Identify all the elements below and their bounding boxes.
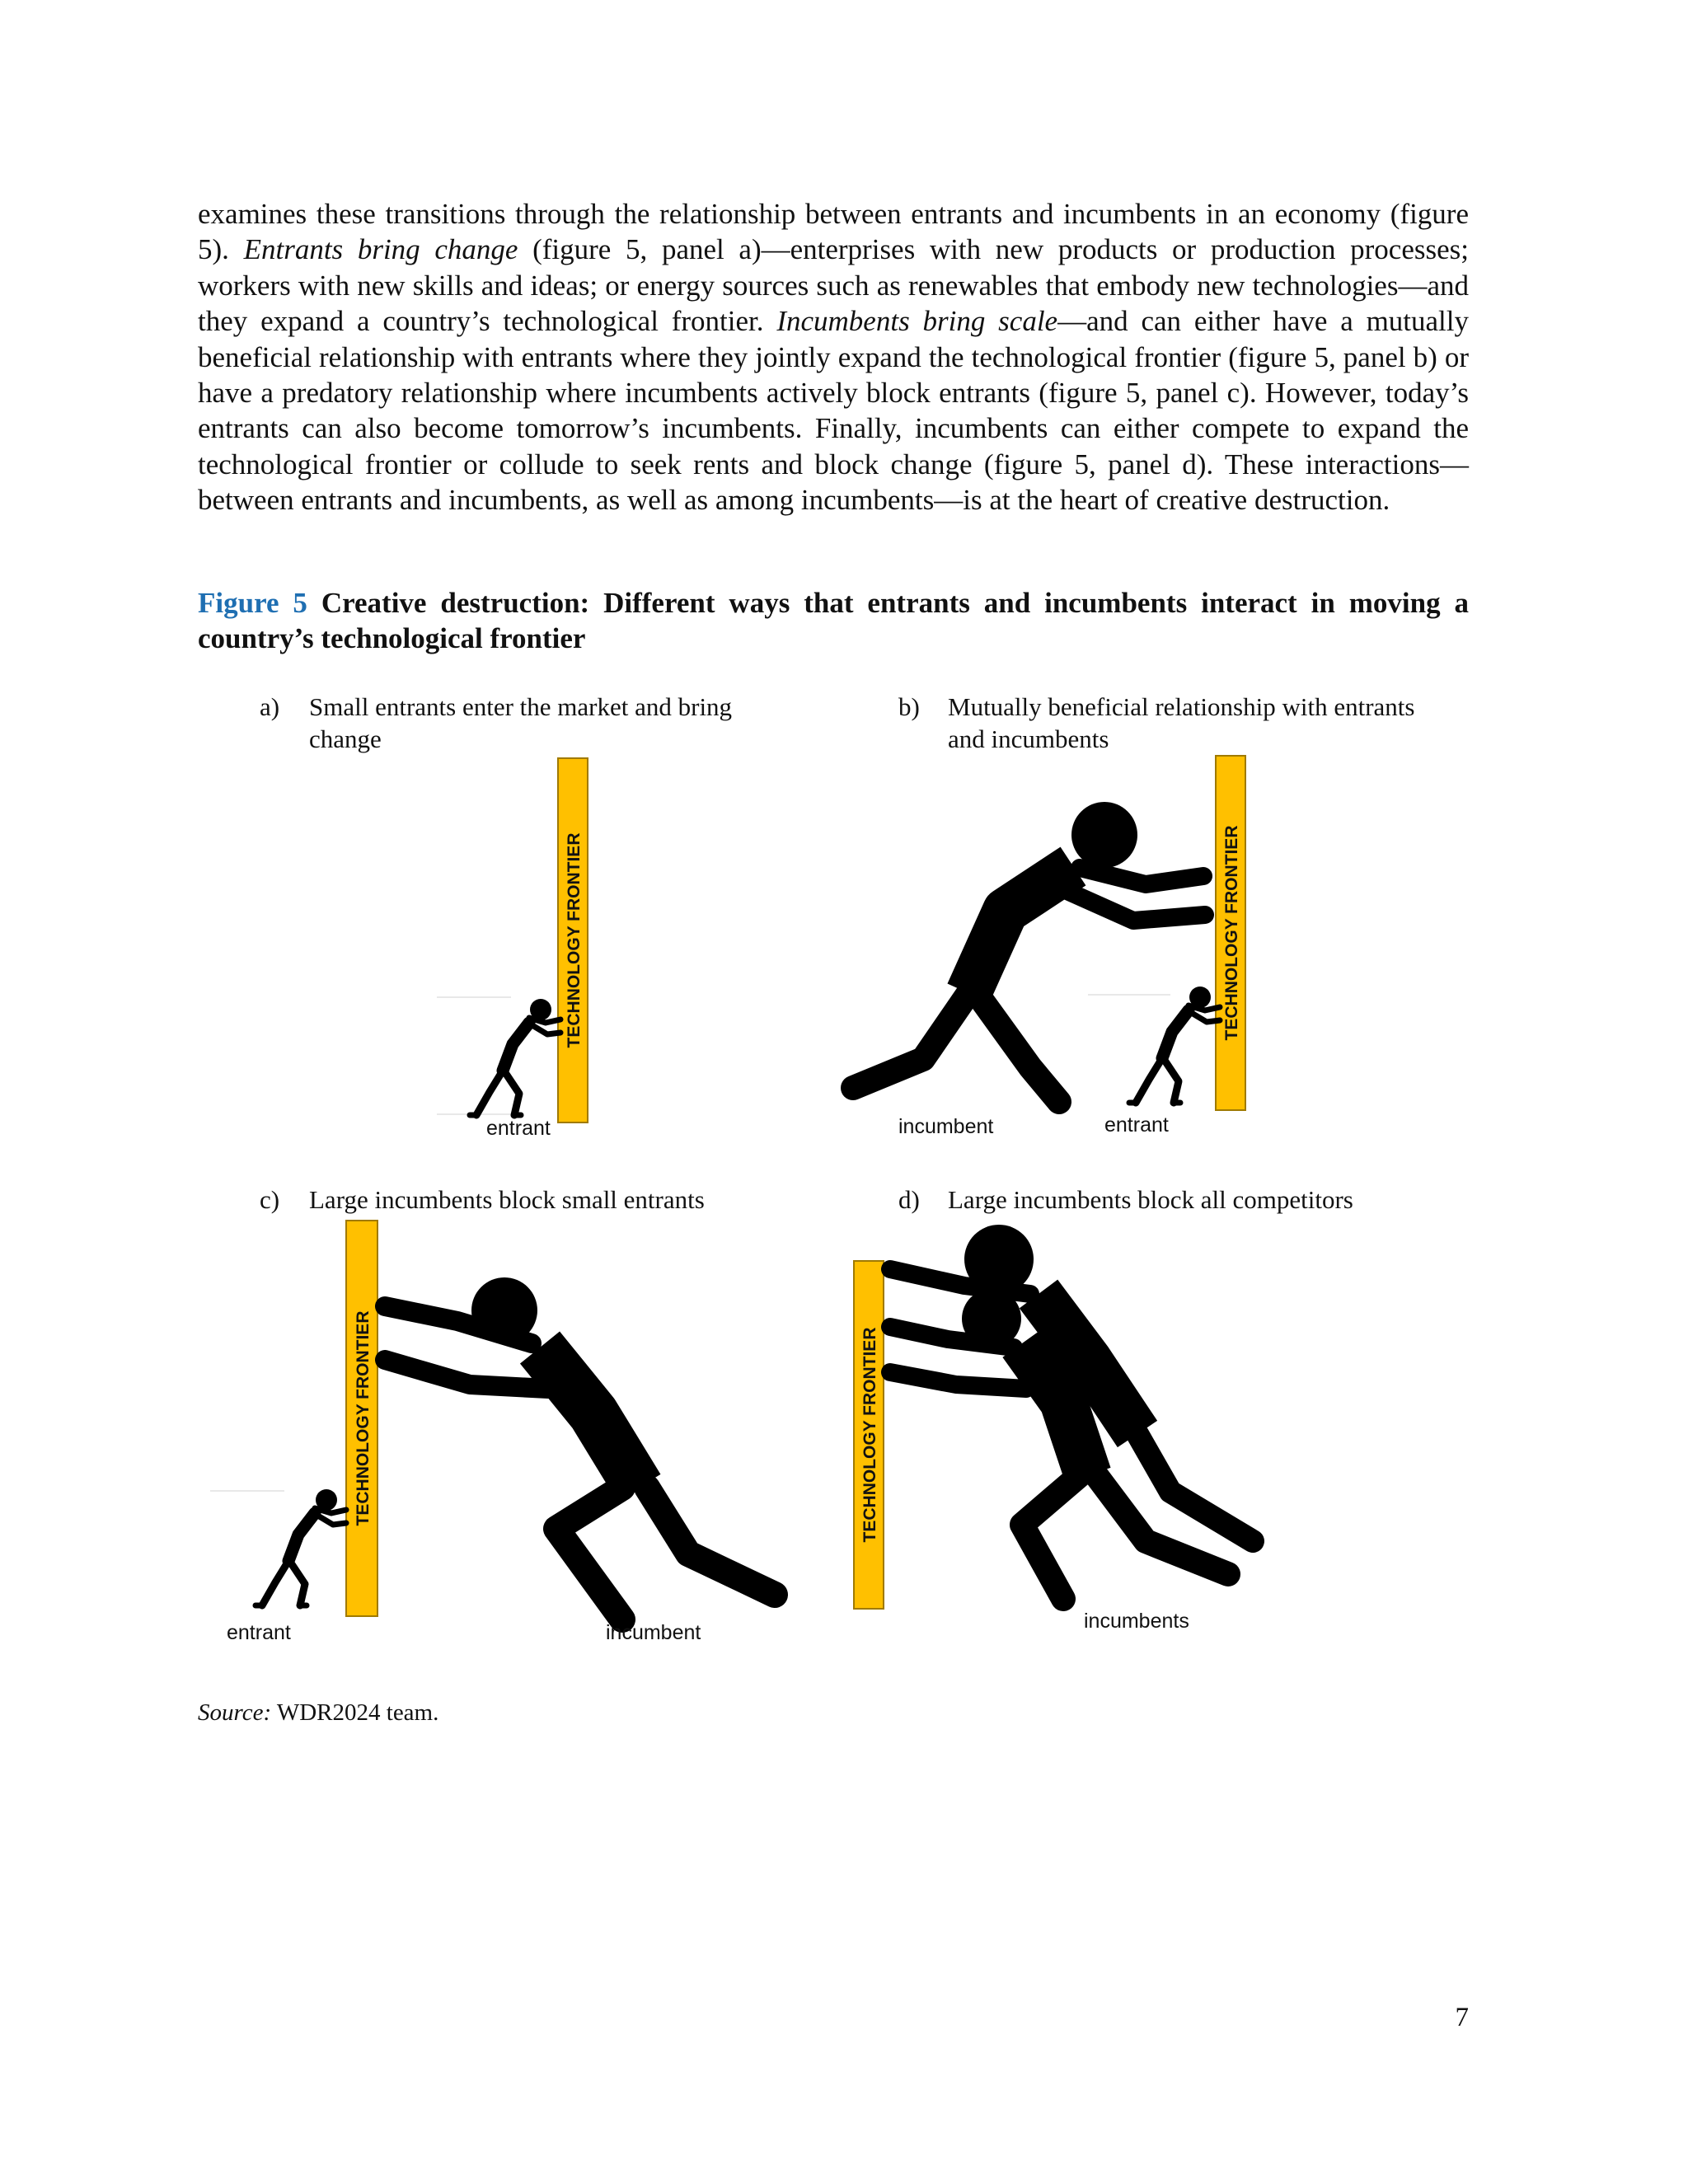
panel-d-incumbents-label: incumbents	[1084, 1610, 1189, 1633]
panel-c-incumbent-figure	[385, 1277, 775, 1619]
panel-b-caption-line2: and incumbents	[948, 724, 1109, 753]
body-emphasis-incumbents: Incumbents bring scale	[776, 305, 1058, 338]
panel-c-caption-line1: Large incumbents block small entrants	[309, 1185, 705, 1214]
panel-c-frontier-bar	[346, 1221, 377, 1616]
panel-b-incumbent-figure	[853, 802, 1205, 1102]
panel-c-frontier-label: TECHNOLOGY FRONTIER	[354, 1310, 373, 1526]
figure-number: Figure 5	[198, 587, 307, 619]
panel-d-frontier-bar	[854, 1261, 884, 1609]
panel-b-letter: b)	[898, 692, 920, 721]
source-note	[198, 1699, 438, 1727]
panel-b-frontier-bar	[1216, 756, 1245, 1110]
panel-c-entrant-label: entrant	[227, 1621, 291, 1644]
panel-a-frontier-label: TECHNOLOGY FRONTIER	[565, 832, 584, 1048]
panel-b-illustration	[841, 746, 1335, 1141]
panel-b-entrant-figure	[1129, 987, 1220, 1103]
panel-a-entrant-label: entrant	[486, 1117, 551, 1140]
panel-b-caption-line1: Mutually beneficial relationship with entrants	[948, 692, 1415, 721]
panel-b-frontier-label: TECHNOLOGY FRONTIER	[1222, 825, 1241, 1041]
panel-d-frontier-label: TECHNOLOGY FRONTIER	[860, 1327, 879, 1543]
panel-b-entrant-label: entrant	[1104, 1113, 1169, 1137]
source-label: Source:	[198, 1699, 272, 1726]
panel-c-entrant-figure	[256, 1489, 346, 1605]
panel-a-entrant-figure	[470, 999, 560, 1115]
panel-b-incumbent-label: incumbent	[898, 1115, 994, 1138]
body-emphasis-entrants: Entrants bring change	[243, 233, 518, 266]
body-text-3: —and can either have a mutually beneficial relationship with entrants where they jointly expand the technological frontier (figure 5, panel b) or have a predatory relationship where incumbents actively block entrants (figure 5, panel c). However, today’s entrants can also become tomorrow’s incumbents. Finally, incumbents can either compete to expand the technological frontier or collude to seek rents and block change (figure 5, panel d). These interactions—between entrants and incumbents, as well as among incumbents—is at the heart of creative destruction.	[198, 305, 1469, 517]
panel-a-caption-line2: change	[309, 724, 382, 753]
panel-d-illustration	[841, 1212, 1302, 1648]
panel-c-illustration	[210, 1216, 804, 1652]
panel-c-incumbent-label: incumbent	[606, 1621, 701, 1644]
panel-a-illustration	[412, 750, 626, 1146]
panel-c-letter: c)	[260, 1185, 280, 1214]
panel-a-frontier-bar	[558, 758, 588, 1122]
panel-d-caption-line1: Large incumbents block all competitors	[948, 1185, 1353, 1214]
body-text-1: examines these transitions through the relationship between entrants and incumbents in an economy (figure 5).	[198, 198, 1469, 266]
panel-d-letter: d)	[898, 1185, 920, 1214]
body-text-2: (figure 5, panel a)—enterprises with new products or production processes; workers with new skills and ideas; or energy sources such as renewables that embody new technologies—and they expand a country’s technological frontier.	[198, 233, 1469, 338]
panel-a-letter: a)	[260, 692, 280, 721]
panel-a-caption-line1: Small entrants enter the market and bring	[309, 692, 733, 721]
figure-title-text: Creative destruction: Different ways that entrants and incumbents interact in moving a country’s technological frontier	[198, 587, 1469, 654]
source-text: WDR2024 team.	[271, 1699, 439, 1726]
figure-title	[198, 585, 1469, 656]
page-number: 7	[1455, 2003, 1469, 2032]
panel-a-caption-text	[309, 691, 732, 755]
body-paragraph	[198, 196, 1469, 518]
